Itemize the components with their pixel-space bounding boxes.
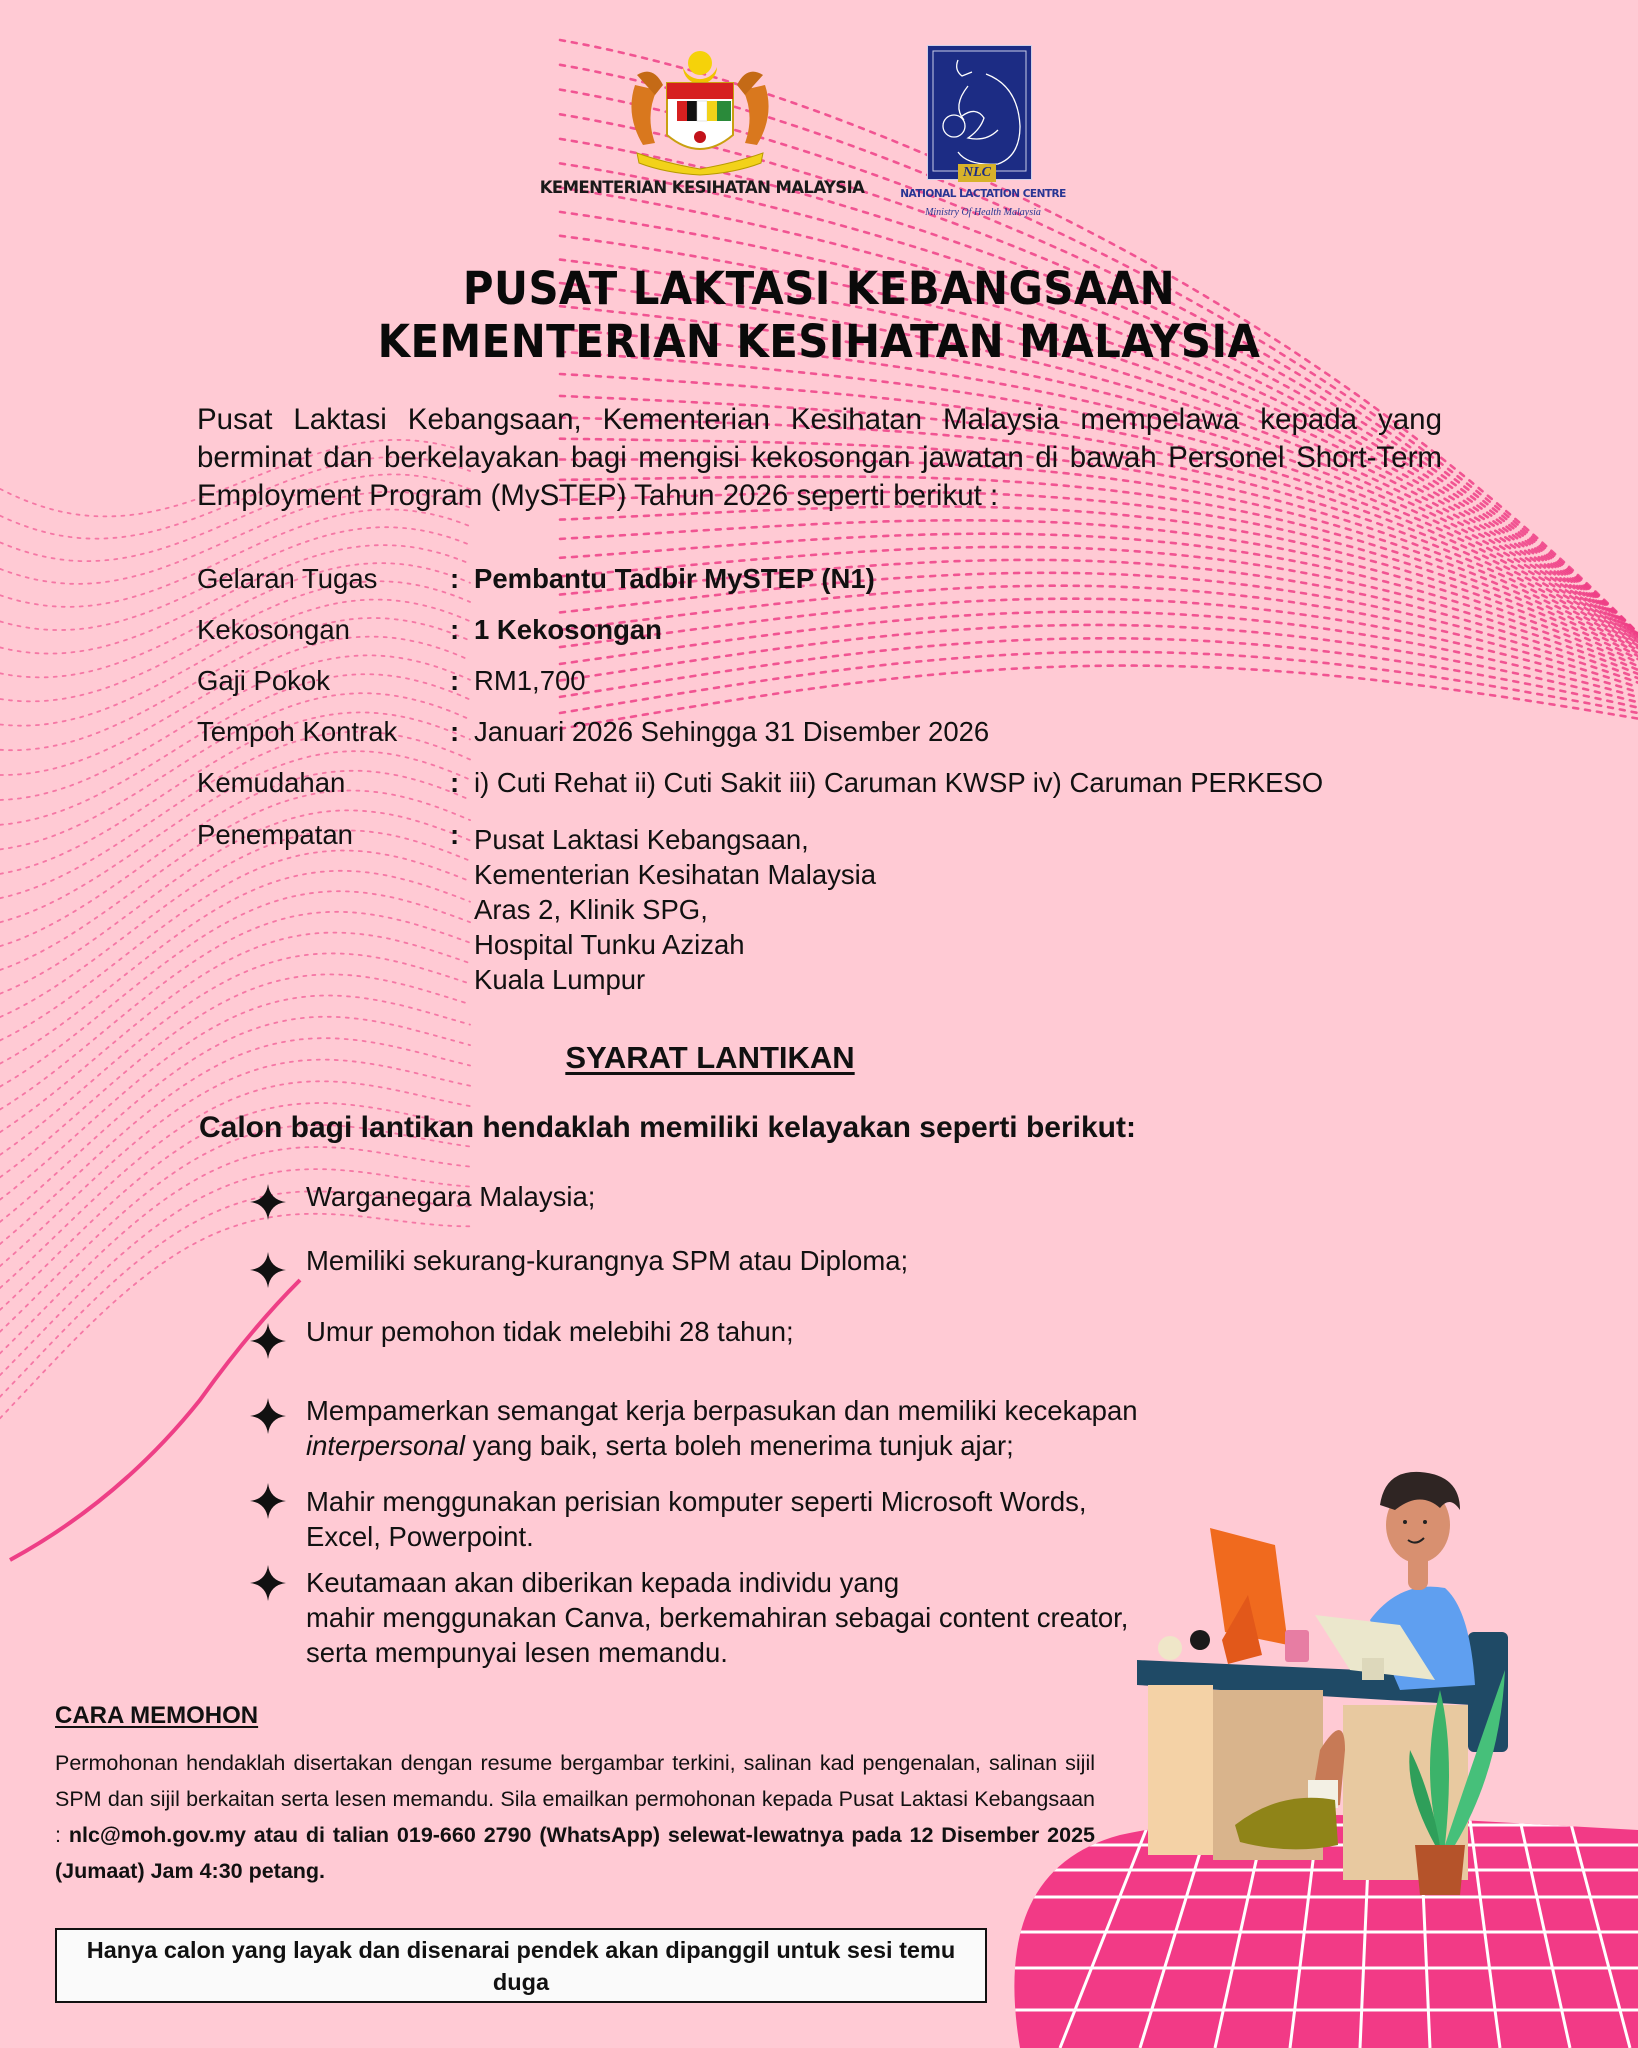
detail-value: RM1,700 <box>474 665 586 696</box>
detail-value: i) Cuti Rehat ii) Cuti Sakit iii) Caruman KWSP iv) Caruman PERKESO <box>474 767 1324 798</box>
interview-notice-box <box>55 1928 987 2003</box>
nlc-logo-badge: NLC <box>958 164 996 182</box>
apply-title: CARA MEMOHON <box>55 1702 259 1729</box>
apply-contact-deadline: nlc@moh.gov.my atau di talian 019-660 2790 (WhatsApp) selewat-lewatnya pada 12 Disember 2025 (Jumaat) Jam 4:30 petang. <box>55 1823 1095 1883</box>
address-line: Kuala Lumpur <box>474 964 646 995</box>
detail-colon: : <box>450 716 460 747</box>
detail-colon: : <box>450 563 460 594</box>
four-point-star-icon <box>248 1396 288 1436</box>
wave-line <box>0 1125 470 1332</box>
requirement-line: Excel, Powerpoint. <box>306 1521 534 1552</box>
nlc-logo <box>927 45 1032 180</box>
detail-colon: : <box>450 665 460 696</box>
nlc-logo-subtitle: Ministry Of Health Malaysia <box>925 207 1041 218</box>
person-at-desk-illustration <box>1000 1450 1638 2048</box>
interview-notice-text: Hanya calon yang layak dan disenarai pendek akan dipanggil untuk sesi temu duga <box>86 1936 956 1995</box>
requirement-item <box>306 1484 1087 1554</box>
apply-paragraph <box>55 1745 1095 1889</box>
wave-line <box>560 638 1638 707</box>
requirement-line: serta mempunyai lesen memandu. <box>306 1637 728 1668</box>
requirements-subtitle: Calon bagi lantikan hendaklah memiliki kelayakan seperti berikut: <box>199 1111 1136 1144</box>
requirement-line: Mempamerkan semangat kerja berpasukan dan memiliki kecekapan <box>306 1395 1138 1426</box>
four-point-star-icon <box>248 1182 288 1222</box>
requirement-item: Memiliki sekurang-kurangnya SPM atau Diploma; <box>306 1245 909 1276</box>
detail-label: Kekosongan <box>197 614 350 645</box>
four-point-star-icon <box>248 1481 288 1521</box>
detail-value: Pembantu Tadbir MySTEP (N1) <box>474 563 875 594</box>
wave-line <box>560 139 1638 634</box>
requirement-line: mahir menggunakan Canva, berkemahiran sebagai content creator, <box>306 1602 1129 1633</box>
wave-line <box>560 652 1638 713</box>
detail-label: Kemudahan <box>197 767 346 798</box>
four-point-star-icon <box>248 1321 288 1361</box>
detail-value: Januari 2026 Sehingga 31 Disember 2026 <box>474 716 990 747</box>
four-point-star-icon <box>248 1250 288 1290</box>
requirements-title: SYARAT LANTIKAN <box>565 1040 855 1075</box>
requirement-line: Keutamaan akan diberikan kepada individu yang <box>306 1567 900 1598</box>
page-title-line-1: PUSAT LAKTASI KEBANGSAAN <box>462 262 1176 315</box>
wave-line <box>0 933 470 1133</box>
detail-colon: : <box>450 819 460 850</box>
detail-value: 1 Kekosongan <box>474 614 662 645</box>
requirement-italic-word: interpersonal <box>306 1430 465 1461</box>
four-point-star-icon <box>248 1563 288 1603</box>
detail-label: Penempatan <box>197 819 353 850</box>
wave-line <box>0 851 470 1041</box>
kkm-logo-caption: KEMENTERIAN KESIHATAN MALAYSIA <box>539 178 865 197</box>
address-line: Aras 2, Klinik SPG, <box>474 894 708 925</box>
detail-label: Gaji Pokok <box>197 665 330 696</box>
wave-line <box>0 1191 470 1396</box>
kkm-logo <box>615 45 785 177</box>
placement-address <box>474 822 876 997</box>
wave-line <box>0 912 470 1110</box>
intro-paragraph: Pusat Laktasi Kebangsaan, Kementerian Kesihatan Malaysia mempelawa kepada yang berminat dan berkelayakan bagi mengisi kekosongan jawatan di bawah Personel Short-Term Employment Program (MySTEP) Tahun 2026 seperti berikut : <box>197 403 1442 512</box>
detail-colon: : <box>450 614 460 645</box>
apply-body-text: Permohonan hendaklah disertakan dengan resume bergambar terkini, salinan kad pengenalan, salinan sijil SPM dan sijil berkaitan serta lesen memandu. Sila emailkan permohonan kepada Pusat Laktasi Kebangsaan : <box>55 1751 1095 1847</box>
address-line: Pusat Laktasi Kebangsaan, <box>474 824 809 855</box>
address-line: Kementerian Kesihatan Malaysia <box>474 859 877 890</box>
address-line: Hospital Tunku Azizah <box>474 929 745 960</box>
detail-colon: : <box>450 767 460 798</box>
page-title-line-2: KEMENTERIAN KESIHATAN MALAYSIA <box>377 315 1261 368</box>
malaysia-coat-of-arms-icon <box>615 45 785 177</box>
wave-line <box>560 625 1638 702</box>
wave-line <box>0 830 470 1017</box>
requirement-line-rest: yang baik, serta boleh menerima tunjuk ajar; <box>464 1430 1014 1461</box>
requirement-line: Mahir menggunakan perisian komputer seperti Microsoft Words, <box>306 1486 1087 1517</box>
requirement-item: Umur pemohon tidak melebihi 28 tahun; <box>306 1316 794 1347</box>
detail-label: Tempoh Kontrak <box>197 716 398 747</box>
detail-label: Gelaran Tugas <box>197 563 378 594</box>
mother-and-baby-icon <box>928 46 1031 179</box>
requirement-item: Warganegara Malaysia; <box>306 1181 596 1212</box>
nlc-logo-name: NATIONAL LACTATION CENTRE <box>900 188 1066 200</box>
